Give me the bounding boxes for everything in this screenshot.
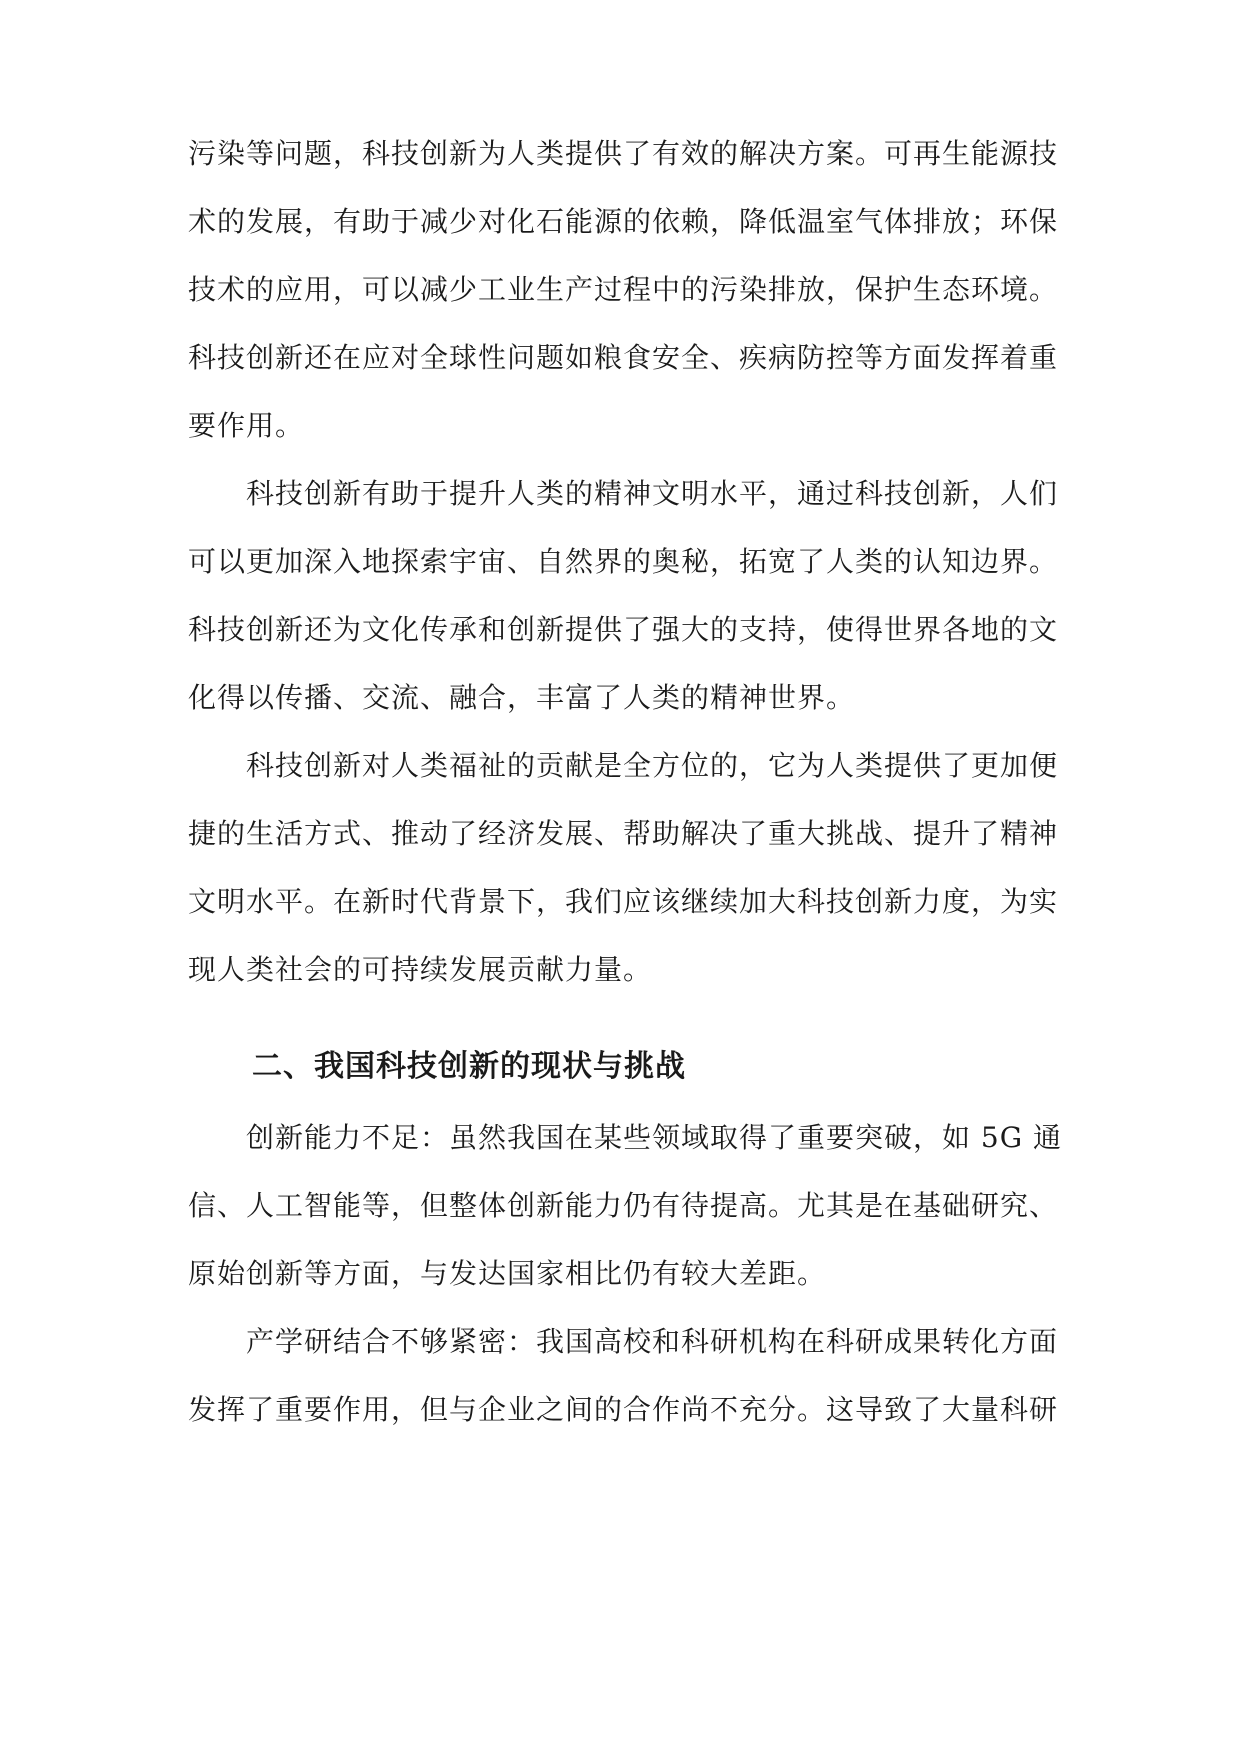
- paragraph-line: 技术的应用，可以减少工业生产过程中的污染排放，保护生态环境。: [188, 273, 1059, 306]
- paragraph-line: 要作用。: [188, 409, 305, 442]
- paragraph-line: 捷的生活方式、推动了经济发展、帮助解决了重大挑战、提升了精神: [188, 817, 1059, 850]
- paragraph-line: 污染等问题，科技创新为人类提供了有效的解决方案。可再生能源技: [188, 137, 1059, 170]
- paragraph-line: 科技创新对人类福祉的贡献是全方位的，它为人类提供了更加便: [246, 749, 1059, 782]
- paragraph-line: 原始创新等方面，与发达国家相比仍有较大差距。: [188, 1257, 827, 1290]
- paragraph-line: 发挥了重要作用，但与企业之间的合作尚不充分。这导致了大量科研: [188, 1393, 1059, 1426]
- paragraph-line: 现人类社会的可持续发展贡献力量。: [188, 953, 653, 986]
- paragraph-line: 科技创新还在应对全球性问题如粮食安全、疾病防控等方面发挥着重: [188, 341, 1059, 374]
- paragraph-line: 科技创新还为文化传承和创新提供了强大的支持，使得世界各地的文: [188, 613, 1059, 646]
- paragraph-line: 信、人工智能等，但整体创新能力仍有待提高。尤其是在基础研究、: [188, 1189, 1059, 1222]
- paragraph-line: 化得以传播、交流、融合，丰富了人类的精神世界。: [188, 681, 856, 714]
- paragraph-line: 可以更加深入地探索宇宙、自然界的奥秘，拓宽了人类的认知边界。: [188, 545, 1059, 578]
- paragraph-line: 术的发展，有助于减少对化石能源的依赖，降低温室气体排放；环保: [188, 205, 1059, 238]
- paragraph-line: 产学研结合不够紧密：我国高校和科研机构在科研成果转化方面: [246, 1325, 1059, 1358]
- paragraph-line: 科技创新有助于提升人类的精神文明水平，通过科技创新，人们: [246, 477, 1059, 510]
- section-heading: 二、我国科技创新的现状与挑战: [252, 1049, 686, 1084]
- paragraph-line: 文明水平。在新时代背景下，我们应该继续加大科技创新力度，为实: [188, 885, 1059, 918]
- paragraph-line: 创新能力不足：虽然我国在某些领域取得了重要突破，如 5G 通: [246, 1121, 1062, 1154]
